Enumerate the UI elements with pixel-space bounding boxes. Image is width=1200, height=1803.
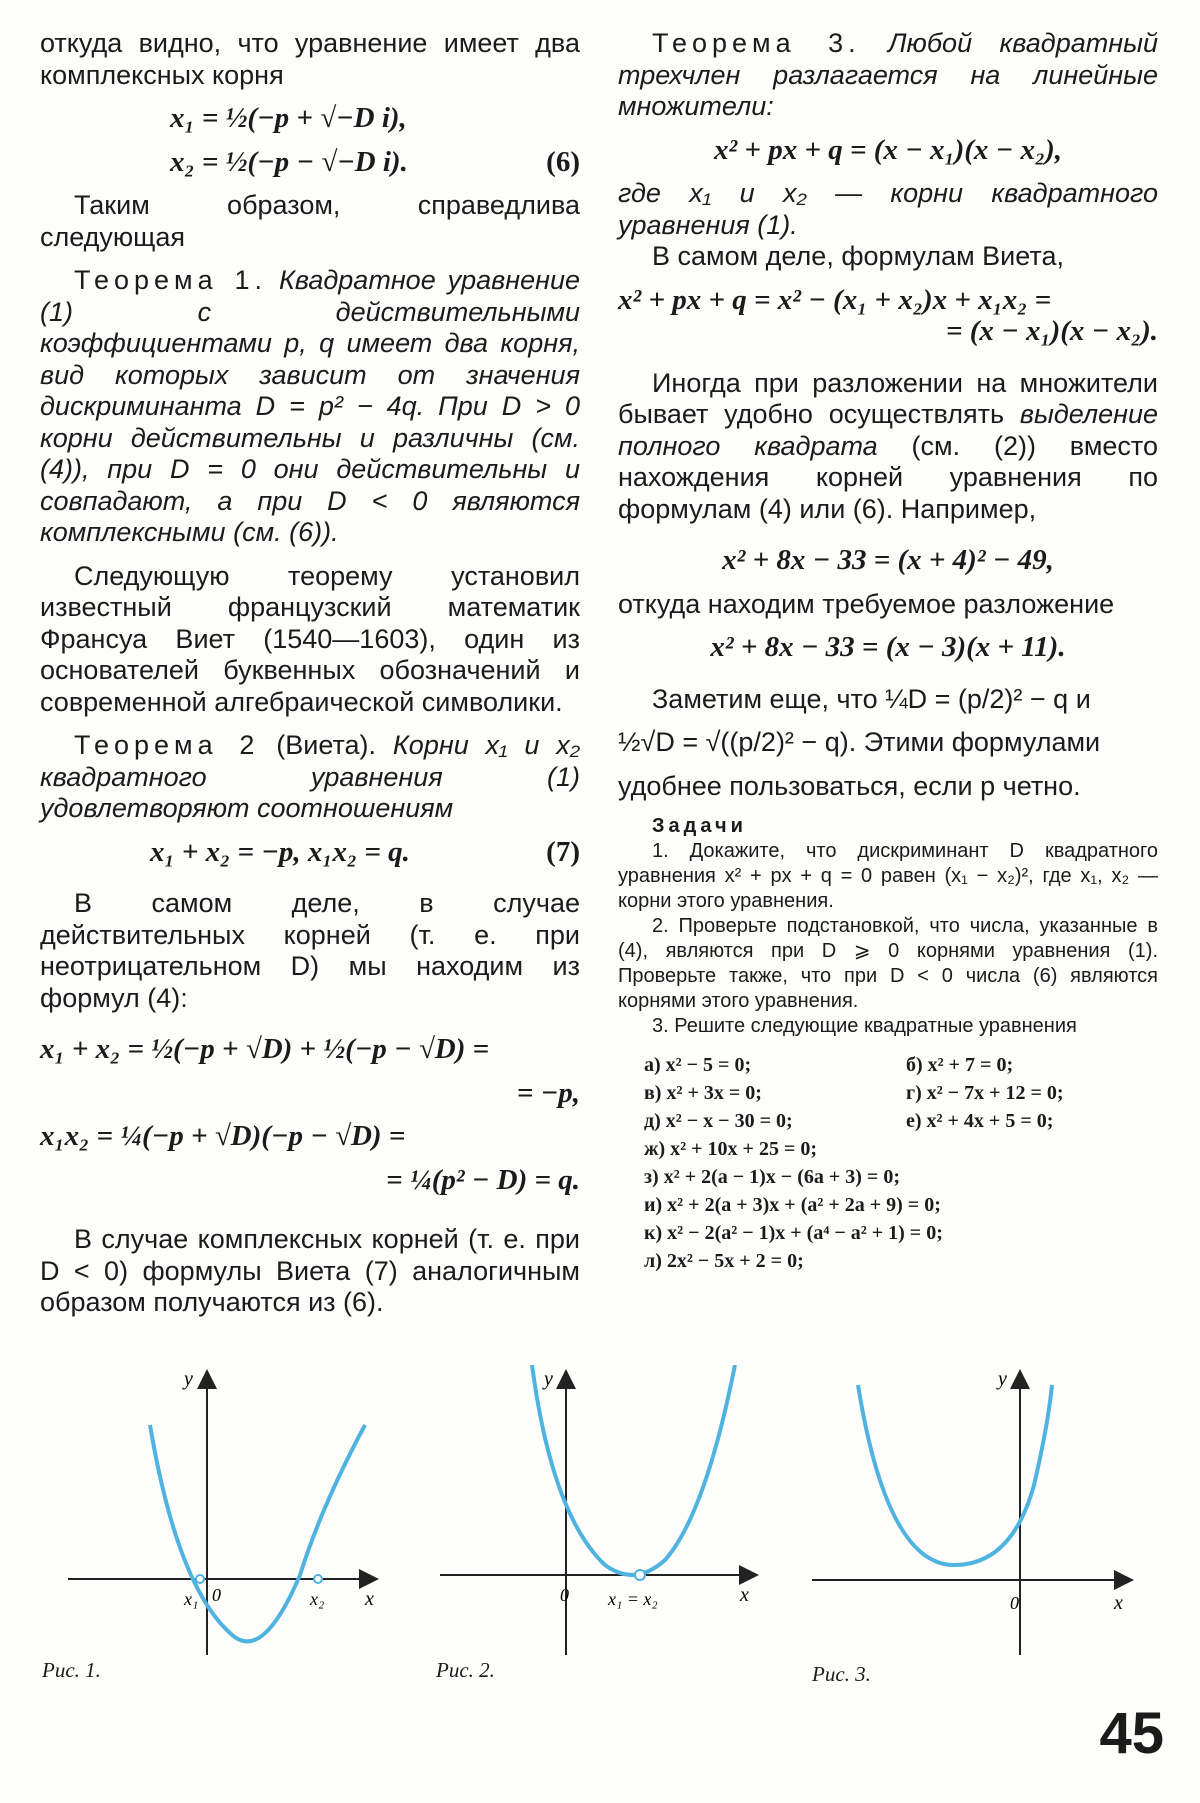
paragraph: где x₁ и x₂ — корни квадратного уравнения (1). [618,178,1158,240]
task-3: 3. Решите следующие квадратные уравнения [652,1015,1077,1037]
theorem-heading: Теорема 3. [652,28,861,58]
theorem-3 [618,28,1158,123]
paragraph: В самом деле, в случае действительных корней (т. е. при неотрицательном D) мы находим из формул (4): [40,888,580,1013]
root-point [314,1575,322,1583]
paragraph: откуда видно, что уравнение имеет два комплексных корня [40,28,580,90]
theorem-heading: Теорема 2 [74,730,260,760]
root-point [635,1570,645,1580]
list-item: и) x² + 2(a + 3)x + (a² + 2a + 9) = 0; [644,1194,941,1216]
theorem-heading: Теорема 1. [74,265,268,295]
root-label: x₁ = x₂ [608,1589,658,1609]
theorem-body: Любой квадратный трехчлен разлагается на линейные множители: [618,28,1158,121]
list-item: г) x² − 7x + 12 = 0; [906,1082,1064,1104]
paragraph: В случае комплексных корней (т. е. при D < 0) формулы Виета (7) аналогичным образом получаются из (6). [40,1224,580,1317]
parabola-curve [532,1365,735,1575]
task-2: 2. Проверьте подстановкой, что числа, указанные в (4), являются при D ⩾ 0 корнями уравнения (1). Проверьте также, что при D < 0 числа (6) являются корнями этого уравнения. [618,915,1158,1012]
formula-example-2: x² + 8x − 33 = (x − 3)(x + 11). [710,631,1066,663]
formula-factorization: x² + px + q = (x − x₁)(x − x₂), [713,133,1062,166]
paragraph: Таким образом, справедлива следующая [40,190,580,252]
formula-sum: x₁ + x₂ = ½(−p + √D) + ½(−p − √D) = [40,1033,490,1065]
list-item: л) 2x² − 5x + 2 = 0; [644,1250,804,1272]
figure-caption: Рис. 1. [42,1658,101,1682]
right-column [618,28,1158,1275]
page-number: 45 [1099,1701,1164,1766]
axis-label-x: x [740,1584,749,1606]
origin-label: 0 [212,1585,221,1605]
list-item: б) x² + 7 = 0; [906,1054,1014,1076]
list-item: а) x² − 5 = 0; [644,1054,752,1076]
list-item: з) x² + 2(a − 1)x − (6a + 3) = 0; [644,1166,900,1188]
root-point [196,1575,204,1583]
root-label: x₂ [310,1589,325,1609]
list-item: в) x² + 3x = 0; [644,1082,762,1104]
figure-3 [812,1365,1142,1655]
formula-vieta-expand: x² + px + q = x² − (x₁ + x₂)x + x₁x₂ = [618,283,1052,316]
formula-product: x₁x₂ = ¼(−p + √D)(−p − √D) = [40,1120,406,1152]
formula-vieta: x₁ + x₂ = −p, x₁x₂ = q. (7) [150,835,580,868]
paragraph: Заметим еще, что ¼D = (p/2)² − q и [652,683,1091,714]
figure-caption: Рис. 3. [812,1662,871,1686]
left-column [40,28,580,1319]
formula-vieta-result: = (x − x₁)(x − x₂). [945,315,1158,347]
paragraph: Иногда при разложении на множители бывает удобно осуществлять выделение полного квадрата (см. (2)) вместо нахождения корней уравнения по формулам (4) или (6). Например, [618,367,1158,524]
paragraph: Следующую теорему установил известный французский математик Франсуа Виет (1540—1603), один из основателей буквенных обозначений и современной алгебраической символики. [40,560,580,717]
theorem-body: Корни x₁ и x₂ квадратного уравнения (1) удовлетворяют соотношениям [40,730,580,823]
figure-1 [60,1365,390,1655]
list-item: е) x² + 4x + 5 = 0; [906,1110,1054,1132]
axis-label-y: y [544,1368,553,1390]
root-label: x₁ [184,1589,199,1609]
paragraph: удобнее пользоваться, если p четно. [618,770,1081,801]
origin-label: 0 [560,1585,569,1605]
axis-label-y: y [998,1368,1007,1390]
formula-x2: x₂ = ½(−p − √−D i). (6) [170,145,580,178]
theorem-2: Теорема 2 (Виета). Корни x₁ и x₂ квадратного уравнения (1) удовлетворяют соотношениям [40,730,580,823]
theorem-body: Квадратное уравнение (1) с действительными коэффициентами p, q имеет два корня, вид которых зависит от значения дискриминанта D = p² − 4q. При D > 0 корни действительны и различны (см. (4)), при D = 0 они действительны и совпадают, а при D < 0 являются комплексными (см. (6)). [40,265,580,547]
parabola-curve [858,1385,1052,1565]
axis-label-y: y [184,1368,193,1390]
formula-x1: x₁ = ½(−p + √−D i), [170,102,407,134]
axis-label-x: x [1114,1592,1123,1614]
list-item: к) x² − 2(a² − 1)x + (a⁴ − a² + 1) = 0; [644,1222,943,1244]
list-item: д) x² − x − 30 = 0; [644,1110,793,1132]
formula-product-result: = ¼(p² − D) = q. [386,1163,580,1196]
parabola-curve [150,1425,365,1641]
paragraph: ½√D = √((p/2)² − q). Этими формулами [618,727,1101,757]
equation-list [618,1051,1158,1275]
formula-example-1: x² + 8x − 33 = (x + 4)² − 49, [722,544,1054,576]
equation-number: (6) [546,145,580,178]
list-item: ж) x² + 10x + 25 = 0; [644,1138,818,1160]
formula-sum-result: = −p, [516,1076,580,1109]
origin-label: 0 [1010,1593,1019,1613]
figure-caption: Рис. 2. [436,1658,495,1682]
figure-2 [440,1365,770,1655]
task-1: 1. Докажите, что дискриминант D квадратного уравнения x² + px + q = 0 равен (x₁ − x₂)², где x₁, x₂ — корни этого уравнения. [618,840,1158,912]
tasks-section [618,814,1158,1039]
theorem-1 [40,265,580,549]
paragraph: В самом деле, формулам Виета, [652,241,1064,271]
tasks-title: Задачи [652,815,747,837]
axis-label-x: x [365,1588,374,1610]
paragraph: откуда находим требуемое разложение [618,588,1115,619]
equation-number: (7) [546,835,580,868]
